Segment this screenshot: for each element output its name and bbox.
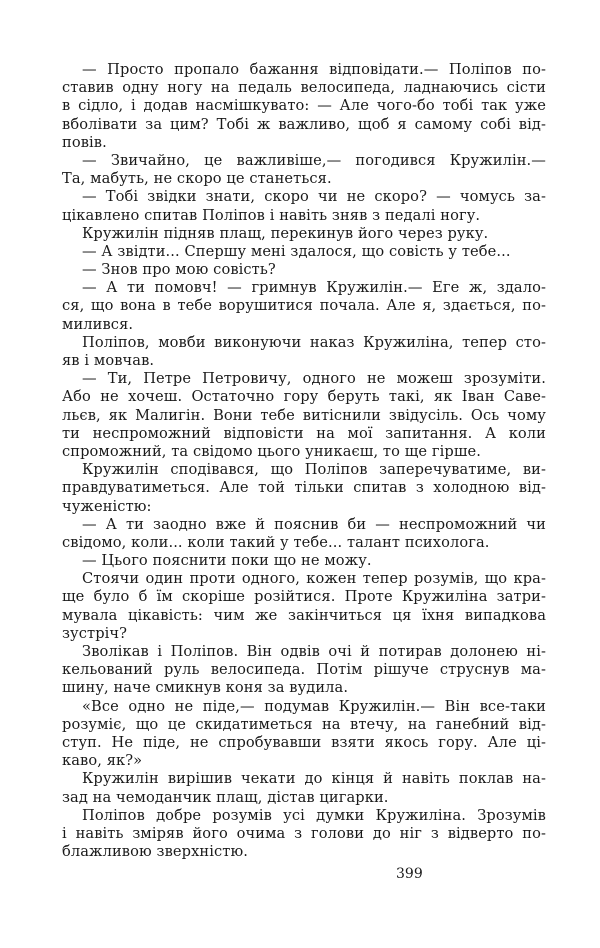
paragraph (62, 698, 546, 771)
text-line: ступ. Не піде, не спробувавши взяти якось гору. Але ці- (62, 733, 546, 751)
paragraph (62, 770, 546, 806)
text-line: ще було б їм скоріше розійтися. Проте Кружиліна затри- (62, 588, 546, 606)
text-line: правдуватиметься. Але той тільки спитав з холодною від- (62, 479, 546, 497)
text-line: спроможний, та свідомо цього уникаєш, то ще гірше. (62, 442, 481, 460)
text-line: — А ти помовч! — гримнув Кружилін.— Еге ж, здало- (82, 279, 546, 297)
text-line: каво, як?» (62, 752, 143, 770)
text-line: — А звідти... Спершу мені здалося, що совість у тебе... (82, 242, 511, 260)
paragraph (62, 188, 546, 224)
text-line: Та, мабуть, не скоро це станеться. (62, 170, 332, 188)
paragraph (62, 643, 546, 698)
text-line: зад на чемоданчик плащ, дістав цигарки. (62, 788, 389, 806)
text-line: Зволікав і Поліпов. Він одвів очі й потирав долонею ні- (82, 643, 546, 660)
paragraph (62, 261, 546, 279)
paragraph (62, 807, 546, 862)
text-line: блажливою зверхністю. (62, 843, 248, 861)
page-number: 399 (396, 866, 423, 882)
paragraph (62, 552, 546, 570)
paragraph (62, 570, 546, 643)
paragraph (62, 243, 546, 261)
paragraph (62, 370, 546, 461)
paragraph (62, 152, 546, 188)
text-line: — Тобі звідки знати, скоро чи не скоро? — чомусь за- (82, 188, 546, 206)
text-line: льєв, як Малигін. Вони тебе витіснили звідусіль. Ось чому (62, 406, 546, 424)
text-line: Кружилін сподівався, що Поліпов заперечуватиме, ви- (82, 461, 546, 479)
body-text (62, 61, 546, 861)
text-line: розуміє, що це скидатиметься на втечу, на ганебний від- (62, 715, 546, 733)
text-line: кельований руль велосипеда. Потім рішуче струснув ма- (62, 661, 546, 679)
text-line: ся, що вона в тебе ворушитися почала. Але я, здається, по- (62, 297, 546, 315)
text-line: «Все одно не піде,— подумав Кружилін.— Він все-таки (82, 697, 546, 715)
paragraph (62, 461, 546, 516)
text-line: цікавлено спитав Поліпов і навіть зняв з педалі ногу. (62, 206, 481, 224)
text-line: в сідло, і додав насмішкувато: — Але чого-бо тобі так уже (62, 97, 546, 115)
text-line: яв і мовчав. (62, 352, 155, 369)
text-line: Кружилін вирішив чекати до кінця й навіть поклав на- (82, 770, 546, 788)
paragraph (62, 516, 546, 552)
text-line: — Просто пропало бажання відповідати.— Поліпов по- (82, 61, 546, 78)
text-line: повів. (62, 133, 107, 151)
text-line: Поліпов добре розумів усі думки Кружиліна. Зрозумів (82, 806, 546, 824)
text-line: мувала цікавість: чим же закінчиться ця їхня випадкова (62, 606, 546, 624)
text-line: свідомо, коли... коли такий у тебе... талант психолога. (62, 533, 490, 551)
text-line: — А ти заодно вже й пояснив би — неспроможний чи (82, 515, 546, 533)
text-line: вболівати за цим? Тобі ж важливо, щоб я самому собі від- (62, 115, 546, 133)
paragraph (62, 279, 546, 334)
text-line: зустріч? (62, 624, 128, 642)
text-line: милився. (62, 315, 134, 333)
text-line: Або не хочеш. Остаточно гору беруть такі, як Іван Саве- (62, 388, 546, 406)
text-line: і навіть зміряв його очима з голови до ніг з відверто по- (62, 824, 546, 842)
text-line: чуженістю: (62, 497, 152, 515)
paragraph (62, 334, 546, 370)
text-line: шину, наче смикнув коня за вудила. (62, 679, 349, 697)
text-line: Стоячи один проти одного, кожен тепер розумів, що кра- (82, 570, 546, 588)
paragraph (62, 225, 546, 243)
text-line: — Знов про мою совість? (82, 261, 276, 279)
text-line: — Звичайно, це важливіше,— погодився Кружилін.— (82, 151, 546, 169)
paragraph (62, 61, 546, 152)
text-line: — Цього пояснити поки що не можу. (82, 552, 372, 570)
text-line: ти неспроможний відповісти на мої запитання. А коли (62, 424, 546, 442)
text-line: — Ти, Петре Петровичу, одного не можеш зрозуміти. (82, 370, 546, 388)
text-line: Поліпов, мовби виконуючи наказ Кружиліна, тепер сто- (82, 333, 546, 351)
text-line: ставив одну ногу на педаль велосипеда, ладнаючись сісти (62, 79, 546, 97)
text-line: Кружилін підняв плащ, перекинув його через руку. (82, 224, 489, 242)
